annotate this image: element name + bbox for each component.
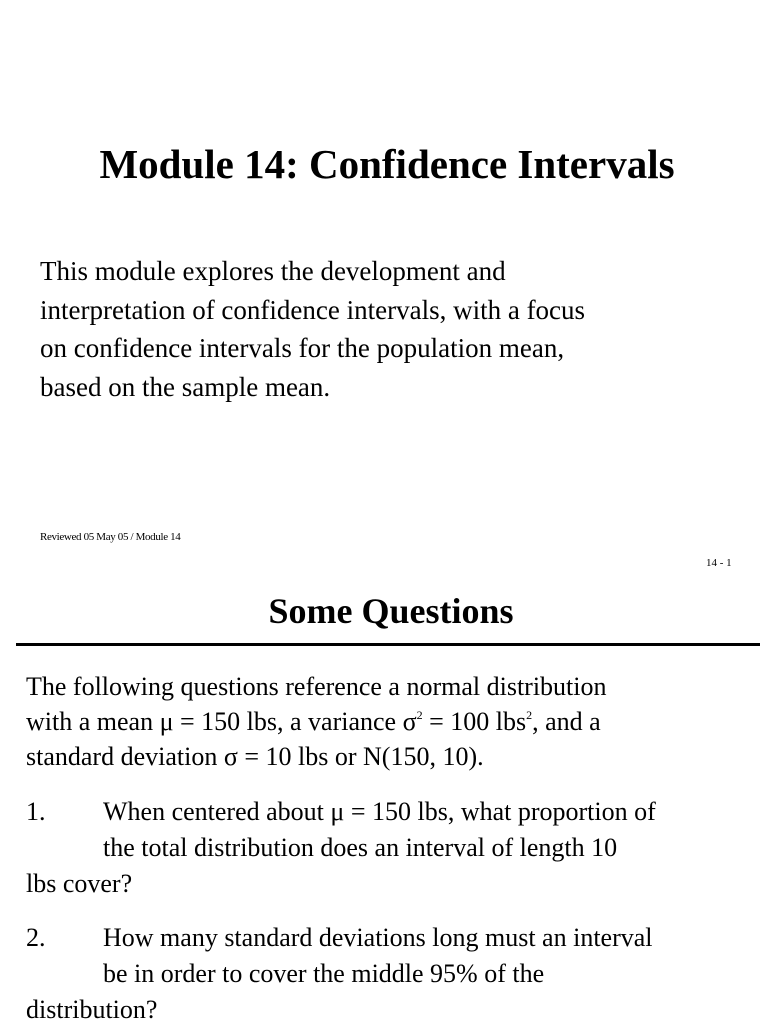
slide1-body-line: interpretation of confidence intervals, with a focus bbox=[40, 294, 586, 325]
question-number: 1. bbox=[26, 797, 46, 826]
slide2-title: Some Questions bbox=[268, 591, 514, 631]
intro-text: , and a bbox=[532, 707, 601, 736]
question-text: distribution? bbox=[26, 995, 158, 1024]
intro-line: The following questions reference a normal distribution bbox=[26, 672, 607, 701]
slide1-body-line: based on the sample mean. bbox=[40, 371, 331, 402]
intro-text: with a mean μ = 150 lbs, a variance σ bbox=[26, 707, 417, 736]
question-text: How many standard deviations long must an interval bbox=[103, 923, 653, 952]
slide1-description bbox=[40, 252, 740, 406]
slide1-body-line: This module explores the development and bbox=[40, 256, 506, 286]
intro-line bbox=[26, 704, 607, 739]
title-divider bbox=[16, 643, 760, 646]
variance-exponent: 2 bbox=[416, 708, 423, 722]
question-text: When centered about μ = 150 lbs, what proportion of bbox=[103, 797, 656, 826]
unit-exponent: 2 bbox=[526, 708, 533, 722]
slide1-title: Module 14: Confidence Intervals bbox=[99, 141, 675, 187]
slide1-footer: Reviewed 05 May 05 / Module 14 bbox=[40, 531, 181, 543]
slide2-intro bbox=[26, 669, 607, 774]
slide1-page-number: 14 - 1 bbox=[706, 557, 732, 569]
question-text: lbs cover? bbox=[26, 869, 133, 898]
intro-line: standard deviation σ = 10 lbs or N(150, 10). bbox=[26, 742, 484, 771]
intro-text: = 100 lbs bbox=[422, 707, 527, 736]
question-text: be in order to cover the middle 95% of the bbox=[103, 959, 545, 988]
question-number: 2. bbox=[26, 923, 46, 952]
question-text: the total distribution does an interval of length 10 bbox=[103, 833, 618, 862]
slide1-body-line: on confidence intervals for the population mean, bbox=[40, 333, 565, 363]
